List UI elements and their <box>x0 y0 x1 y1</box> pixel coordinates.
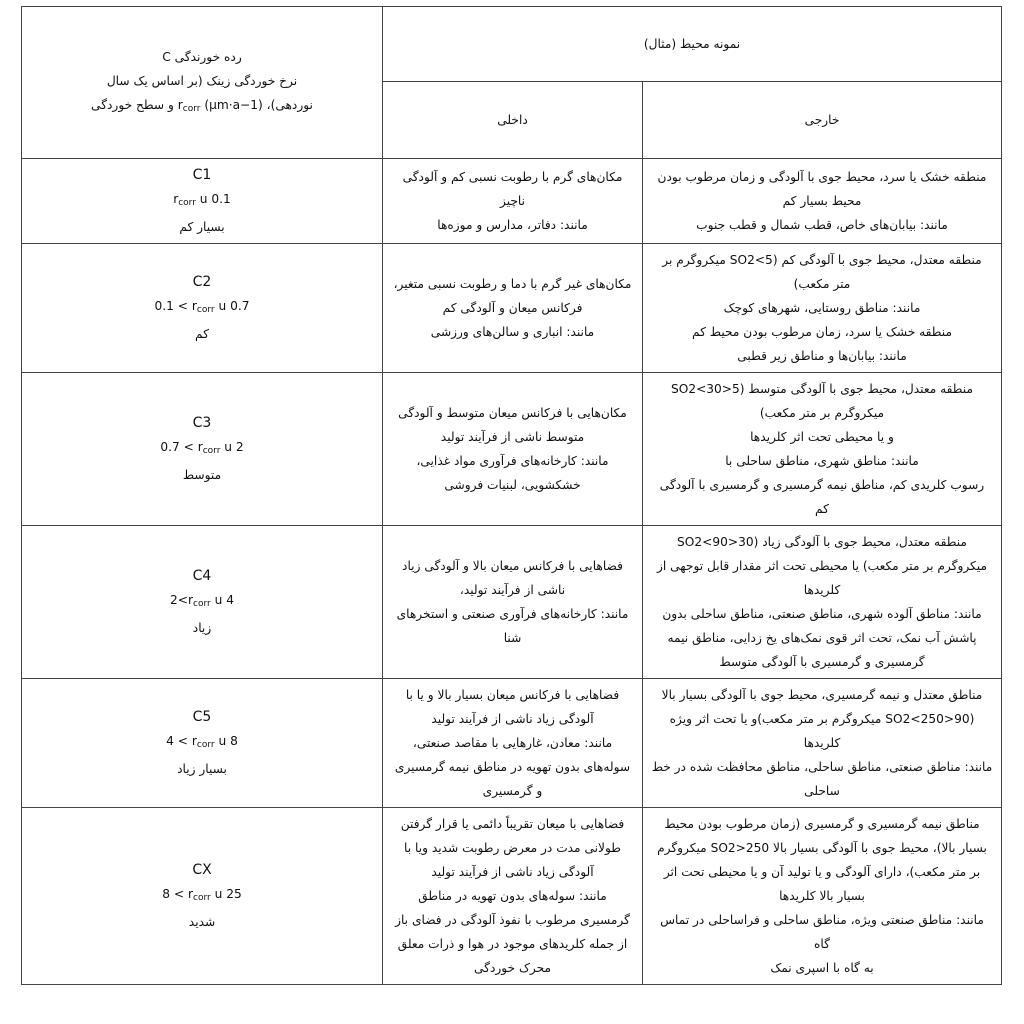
class-cell <box>22 679 383 808</box>
indoor-example-cell <box>383 159 643 244</box>
outdoor-example-cell <box>643 373 1002 526</box>
outdoor-example-line: منطقه خشک یا سرد، محیط جوی با آلودگی و زمان مرطوب بودن <box>657 170 987 184</box>
indoor-example-line: مانند: دفاتر، مدارس و موزه‌ها <box>437 218 588 232</box>
class-cell <box>22 808 383 985</box>
indoor-example-line: آلودگی زیاد ناشی از فرآیند تولید <box>431 865 594 879</box>
outdoor-example-line: مانند: مناطق صنعتی، مناطق ساحلی، مناطق محافظت شده در خط <box>651 760 993 774</box>
indoor-example-cell <box>383 679 643 808</box>
table-row <box>22 526 1002 679</box>
indoor-example-line: سوله‌های بدون تهویه در مناطق نیمه گرمسیری <box>394 760 631 774</box>
corrosivity-level: کم <box>195 327 209 341</box>
corrosivity-level: متوسط <box>182 468 222 482</box>
class-name: C1 <box>192 167 212 183</box>
corrosion-rate: $8 < r_{corr}$ u 25 <box>162 887 242 903</box>
indoor-example-line: مانند: کارخانه‌های فرآوری مواد غذایی، <box>416 454 609 468</box>
indoor-example-line: متوسط ناشی از فرآیند تولید <box>440 430 585 444</box>
outdoor-example-line: به گاه با اسپری نمک <box>770 961 874 975</box>
indoor-example-line: شنا <box>503 631 522 645</box>
table-row <box>22 808 1002 985</box>
outdoor-example-line: بسیار بالا کلریدها <box>779 889 865 903</box>
outdoor-example-line: مانند: بیابان‌های خاص، قطب شمال و قطب جنوب <box>696 218 948 232</box>
indoor-example-line: فضاهایی با فرکانس میعان بسیار بالا و یا با <box>405 688 620 702</box>
indoor-example-line: از جمله کلریدهای موجود در هوا و ذرات معلق <box>397 937 628 951</box>
outdoor-example-line: رسوب کلریدی کم، مناطق نیمه گرمسیری و گرمسیری با آلودگی <box>659 478 985 492</box>
outdoor-example-cell <box>643 679 1002 808</box>
outdoor-example-line: مانند: مناطق شهری، مناطق ساحلی با <box>725 454 919 468</box>
indoor-example-line: طولانی مدت در معرض رطوبت شدید ویا با <box>404 841 621 855</box>
indoor-example-line: مانند: انبار‌ی و سالن‌های ورزشی <box>430 325 595 339</box>
indoor-header-cell: داخلی <box>383 82 643 159</box>
class-cell <box>22 244 383 373</box>
outdoor-example-line: مانند: مناطق روستایی، شهرهای کوچک <box>723 301 921 315</box>
indoor-example-line: ناچیز <box>499 194 526 208</box>
outdoor-example-line: بر متر مکعب)، دارای آلودگی و یا تولید آن و یا محیطی تحت اثر <box>663 865 981 879</box>
class-cell <box>22 159 383 244</box>
corrosivity-level: شدید <box>188 915 216 929</box>
class-name: C4 <box>192 568 212 584</box>
class-header-line: نرخ خوردگی زینک (بر اساس یک سال <box>106 73 298 88</box>
indoor-example-cell <box>383 373 643 526</box>
class-cell <box>22 526 383 679</box>
indoor-example-line: مکان‌های غیر گرم با دما و رطوبت نسبی متغیر، <box>393 277 632 291</box>
outdoor-example-line: میکروگرم بر متر مکعب) <box>759 406 885 420</box>
table-row <box>22 244 1002 373</box>
corrosion-rate: $2<r_{corr}$ u 4 <box>170 593 234 609</box>
outdoor-example-line: متر مکعب) <box>793 277 851 291</box>
outdoor-example-line: بسیار بالا)، محیط جوی با آلودگی بسیار بالا SO2>250 میکروگرم <box>657 841 987 855</box>
indoor-example-line: فضاهایی با فرکانس میعان بالا و آلودگی زیاد <box>402 559 623 573</box>
outdoor-example-cell <box>643 244 1002 373</box>
class-name: C3 <box>192 415 212 431</box>
class-name: CX <box>192 862 212 878</box>
class-name: C5 <box>192 709 212 725</box>
indoor-example-line: آلودگی زیاد ناشی از فرآیند تولید <box>431 712 594 726</box>
outdoor-example-cell <box>643 159 1002 244</box>
class-header-cell <box>22 7 383 159</box>
indoor-example-line: محرک خوردگی <box>473 961 551 975</box>
indoor-example-line: مانند: سوله‌های بدون تهویه در مناطق <box>418 889 607 903</box>
outdoor-example-line: منطقه معتدل، محیط جوی با آلودگی متوسط (5<SO2<30 <box>670 382 974 396</box>
outdoor-example-line: کلریدها <box>803 736 841 750</box>
outdoor-example-line: مناطق معتدل و نیمه گرمسیری، محیط جوی با آلودگی بسیار بالا <box>661 688 983 702</box>
indoor-example-line: فرکانس میعان و آلودگی کم <box>442 301 583 315</box>
indoor-example-line: مانند: کارخانه‌های فرآوری صنعتی و استخرهای <box>396 607 629 621</box>
corrosion-rate: $0.7 < r_{corr}$ u 2 <box>160 440 244 456</box>
outdoor-example-line: کلریدها <box>803 583 841 597</box>
class-cell <box>22 373 383 526</box>
corrosivity-level: زیاد <box>192 621 212 635</box>
outdoor-example-line: مانند: بیابان‌ها و مناطق زیر قطبی <box>737 349 907 363</box>
outdoor-example-line: منطقه معتدل، محیط جوی با آلودگی کم (SO2<5 میکروگرم بر <box>662 253 982 267</box>
outdoor-example-line: منطقه خشک یا سرد، زمان مرطوب بودن محیط کم <box>691 325 953 339</box>
outdoor-example-cell <box>643 808 1002 985</box>
outdoor-example-line: گرمسیری و گرمسیری با آلودگی متوسط <box>719 655 925 669</box>
outdoor-example-line: ساحلی <box>804 784 840 798</box>
outdoor-example-line: مانند: مناطق صنعتی ویژه، مناطق ساحلی و فراساحلی در تماس گاه <box>660 913 984 951</box>
corrosion-rate: $0.1 < r_{corr}$ u 0.7 <box>154 299 250 315</box>
table-row <box>22 159 1002 244</box>
indoor-example-line: مانند: معادن، غارهایی با مقاصد صنعتی، <box>412 736 613 750</box>
table-row <box>22 373 1002 526</box>
indoor-example-line: ناشی از فرآیند تولید، <box>459 583 566 597</box>
class-header-line: نوردهی)، $r_{corr}$ (µm·a−1) و سطح خوردگی <box>91 97 313 114</box>
indoor-example-cell <box>383 808 643 985</box>
indoor-example-line: و گرمسیری <box>482 784 543 798</box>
environment-header-cell: نمونه محیط (مثال) <box>383 7 1002 82</box>
outdoor-header-cell: خارجی <box>643 82 1002 159</box>
indoor-example-cell <box>383 526 643 679</box>
indoor-example-line: فضاهایی با میعان تقریباً دائمی یا قرار گرفتن <box>400 817 625 831</box>
indoor-example-line: گرمسیری مرطوب با نفوذ آلودگی در فضای باز <box>395 913 630 927</box>
class-name: C2 <box>192 274 212 290</box>
outdoor-example-line: مناطق نیمه گرمسیری و گرمسیری (زمان مرطوب بودن محیط <box>664 817 980 831</box>
outdoor-example-line: منطقه معتدل، محیط جوی با آلودگی زیاد (30<SO2<90 <box>677 535 967 549</box>
outdoor-example-line: میکروگرم بر متر مکعب) یا محیطی تحت اثر مقدار قابل توجهی از <box>657 559 987 573</box>
outdoor-example-line: پاشش آب نمک، تحت اثر قوی نمک‌های یخ زدایی، مناطق نیمه <box>667 631 977 645</box>
corrosion-rate: $4 < r_{corr}$ u 8 <box>166 734 238 750</box>
table-row <box>22 679 1002 808</box>
indoor-example-line: خشکشویی، لبنیات فروشی <box>444 478 581 492</box>
corrosivity-level: بسیار زیاد <box>177 762 227 776</box>
class-header-line: رده خورندگی C <box>162 49 242 64</box>
outdoor-example-line: کم <box>815 502 829 516</box>
outdoor-example-cell <box>643 526 1002 679</box>
corrosivity-table <box>21 6 1002 985</box>
corrosion-rate: $r_{corr}$ u 0.1 <box>173 192 231 208</box>
outdoor-example-line: و یا محیطی تحت اثر کلریدها <box>750 430 894 444</box>
outdoor-example-line: مانند: مناطق آلوده شهری، مناطق صنعتی، مناطق ساحلی بدون <box>662 607 982 621</box>
corrosivity-level: بسیار کم <box>179 220 225 234</box>
outdoor-example-line: (90<SO2<250 میکروگرم بر متر مکعب)و یا تحت اثر ویژه <box>669 712 975 726</box>
outdoor-example-line: محیط بسیار کم <box>782 194 862 208</box>
indoor-example-line: مکان‌های گرم با رطوبت نسبی کم و آلودگی <box>402 170 623 184</box>
indoor-example-cell <box>383 244 643 373</box>
indoor-example-line: مکان‌هایی با فرکانس میعان متوسط و آلودگی <box>398 406 627 420</box>
